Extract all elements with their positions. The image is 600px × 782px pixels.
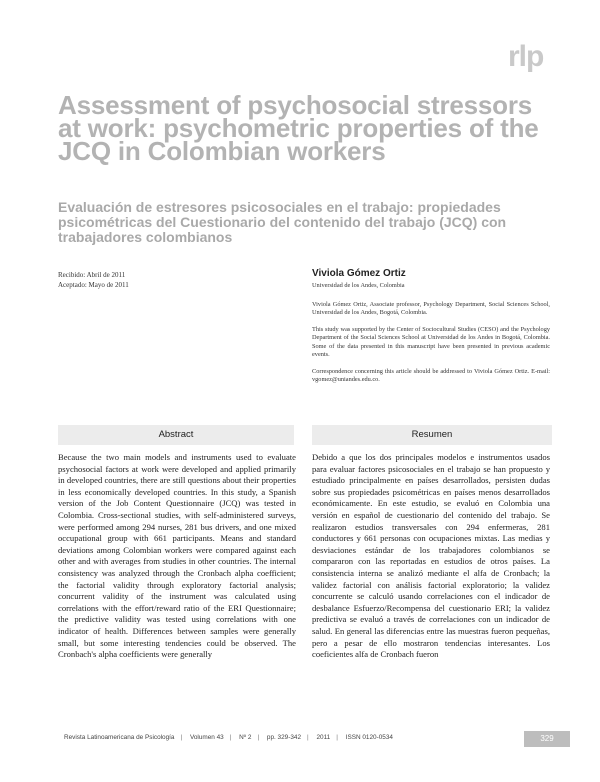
author-name: Viviola Gómez Ortiz bbox=[312, 268, 406, 279]
received-date: Recibido: Abril de 2011 bbox=[58, 271, 126, 279]
footer-issn: ISSN 0120-0534 bbox=[345, 734, 393, 741]
resumen-text: Debido a que los dos principales modelos e instrumentos usados para evaluar factores psicosociales en el trabajo se han propuesto y estudiado principalmente en países desarrollados, persisten dudas sobre sus propiedades psicométricas en países menos desarrollados económicamente. En este estudio, se evaluó en Colombia una versión en español de cuestionario del contenido del trabajo. Se realizaron estudios transversales con 294 enfermeras, 281 conductores y 661 personas con ocupaciones mixtas. Las medias y desviaciones estándar de los trabajadores colombianos se compararon con las reportadas en estudios de otros países. La consistencia interna se analizó mediante el alfa de Cronbach; la validez factorial con análisis factorial exploratorio; la validez concurrente se calculó usando correlaciones con el indicador de desbalance Esfuerzo/Recompensa del cuestionario ERI; la validez predictiva se evaluó a través de correlaciones con un indicador de salud. En general las diferencias entre las muestras fueron pequeñas, pero a pesar de ello mostraron tendencias interesantes. Los coeficientes alfa de Cronbach fueron bbox=[312, 452, 550, 660]
journal-logo: rlp bbox=[508, 40, 544, 73]
correspondence-note: Correspondence concerning this article should be addressed to Viviola Gómez Ortiz. E-mail: vgomez@uniandes.edu.co. bbox=[312, 367, 550, 383]
footer-number: Nº 2 bbox=[239, 734, 252, 741]
article-title-english: Assessment of psychosocial stressors at work: psychometric properties of the JCQ in Colombian workers bbox=[58, 90, 539, 166]
abstract-text: Because the two main models and instruments used to evaluate psychosocial factors at work were developed and applied primarily in developed countries, there are still questions about their properties in less economically developed countries. In this study, a Spanish version of the Job Content Questionnaire (JCQ) was tested in Colombia. Cross-sectional studies, with self-administered surveys, were performed among 294 nurses, 281 bus drivers, and one mixed occupational group with 661 participants. Means and standard deviations among Colombian workers were compared against each other and with averages from studies in other countries. The internal consistency was analyzed through the Cronbach alpha coefficient; the factorial validity through exploratory factorial analysis; concurrent validity of the instrument was calculated using correlations with the effort/reward ratio of the ERI Questionnaire; the predictive validity was tested using correlations with one indicator of health. Differences between samples were generally small, but some interesting tendencies could be observed. The Cronbach's alpha coefficients were generally bbox=[58, 452, 296, 660]
footer-year: 2011 bbox=[316, 734, 331, 741]
submission-dates bbox=[58, 270, 129, 290]
page-footer: Revista Latinoamericana de Psicología | Volumen 43 | Nº 2 | pp. 329-342 | 2011 | ISSN 0120-0534 bbox=[64, 734, 393, 741]
funding-note: This study was supported by the Center of Sociocultural Studies (CESO) and the Psychology Department of the Social Sciences School at Universidad de los Andes in Bogotá, Colombia. Some of the data presented in this manuscript have been presented in previous academic events. bbox=[312, 325, 550, 358]
accepted-date: Aceptado: Mayo de 2011 bbox=[58, 281, 129, 289]
footer-pages: pp. 329-342 bbox=[266, 734, 302, 741]
author-details: Viviola Gómez Ortiz, Associate professor, Psychology Department, Social Sciences School, Universidad de los Andes, Bogotá, Colombia. bbox=[312, 300, 550, 316]
abstract-heading: Abstract bbox=[58, 425, 294, 445]
resumen-heading: Resumen bbox=[312, 425, 552, 445]
page-number: 329 bbox=[524, 731, 570, 747]
author-affiliation: Universidad de los Andes, Colombia bbox=[312, 282, 405, 289]
footer-volume: Volumen 43 bbox=[189, 734, 224, 741]
author-info bbox=[312, 268, 550, 393]
footer-journal: Revista Latinoamericana de Psicología bbox=[64, 734, 175, 741]
article-title-spanish: Evaluación de estresores psicosociales en el trabajo: propiedades psicométricas del Cuestionario del contenido del trabajo (JCQ) con trabajadores colombianos bbox=[58, 199, 507, 245]
